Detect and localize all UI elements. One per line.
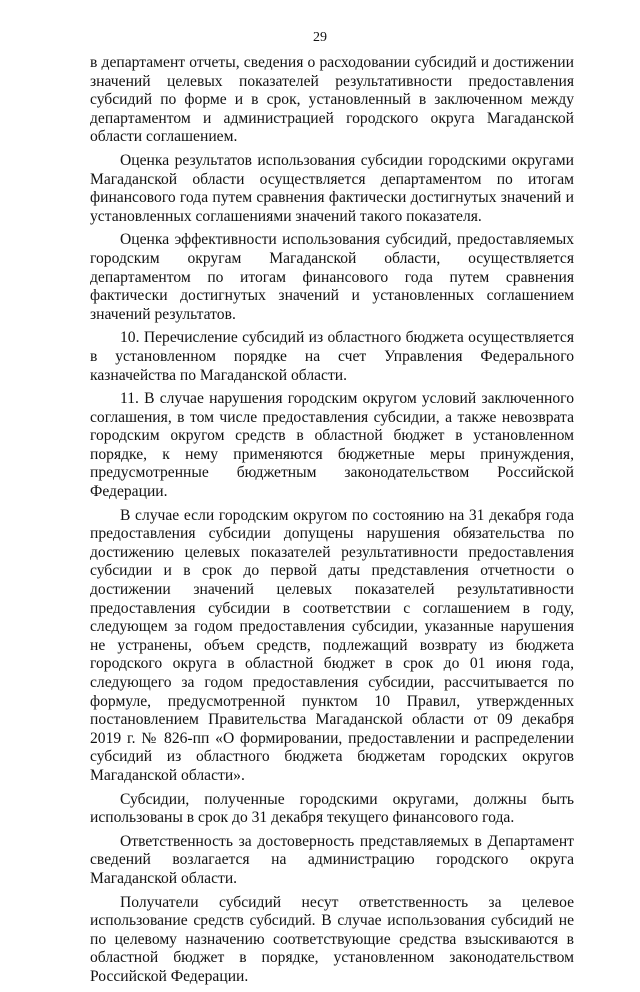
- paragraph-item-11: 11. В случае нарушения городским округом условий заключенного соглашения, в том числе предоставления субсидии, а также невозврата городским округом средств в областной бюджет в установленном порядке, к нему применяются бюджетные меры принуждения, предусмотренные бюджетным законодательством Российской Федерации.: [90, 390, 574, 501]
- paragraph-efficiency-assessment: Оценка эффективности использования субсидий, предоставляемых городским округам Магаданской области, осуществляется департаментом по итогам финансового года путем сравнения фактически достигнутых значений и установленных соглашением значений результатов.: [90, 231, 574, 323]
- page-number: 29: [313, 30, 327, 45]
- paragraph-results-assessment: Оценка результатов использования субсидии городскими округами Магаданской области осуществляется департаментом по итогам финансового года путем сравнения фактически достигнутых значений и установленных соглашениями значений такого показателя.: [90, 151, 574, 225]
- paragraph-item-10: 10. Перечисление субсидий из областного бюджета осуществляется в установленном порядке на счет Управления Федерального казначейства по Магаданской области.: [90, 329, 574, 384]
- document-body: [90, 54, 574, 992]
- paragraph-reliability-responsibility: Ответственность за достоверность представляемых в Департамент сведений возлагается на администрацию городского округа Магаданской области.: [90, 832, 574, 887]
- paragraph-continuation: в департамент отчеты, сведения о расходовании субсидий и достижении значений целевых показателей результативности предоставления субсидий по форме и в срок, установленный в заключенном между департаментом и администрацией городского округа Магаданской области соглашением.: [90, 54, 574, 146]
- paragraph-usage-deadline: Субсидии, полученные городскими округами, должны быть использованы в срок до 31 декабря текущего финансового года.: [90, 790, 574, 827]
- paragraph-recipients-responsibility: Получатели субсидий несут ответственность за целевое использование средств субсидий. В случае использования субсидий не по целевому назначению соответствующие средства взыскиваются в областной бюджет в порядке, установленном законодательством Российской Федерации.: [90, 893, 574, 985]
- paragraph-violations-return: В случае если городским округом по состоянию на 31 декабря года предоставления субсидии допущены нарушения обязательства по достижению целевых показателей результативности предоставления субсидии и в срок до первой даты представления отчетности о достижении значений целевых показателей результативности предоставления субсидии в соответствии с соглашением в году, следующем за годом предоставления субсидии, указанные нарушения не устранены, объем средств, подлежащий возврату из бюджета городского округа в областной бюджет в срок до 01 июня года, следующего за годом предоставления субсидии, рассчитывается по формуле, предусмотренной пунктом 10 Правил, утвержденных постановлением Правительства Магаданской области от 09 декабря 2019 г. № 826-пп «О формировании, предоставлении и распределении субсидий из областного бюджета бюджетам городских округов Магаданской области».: [90, 506, 574, 784]
